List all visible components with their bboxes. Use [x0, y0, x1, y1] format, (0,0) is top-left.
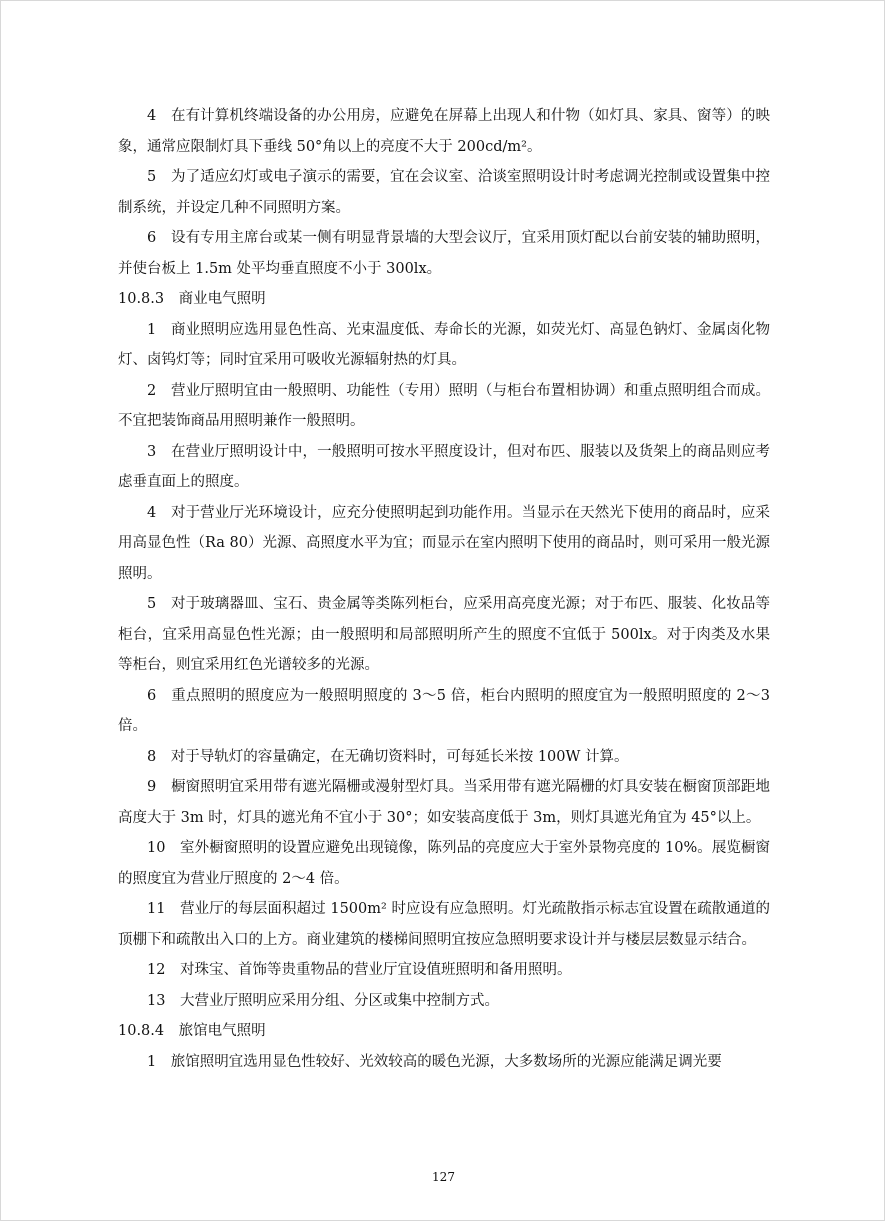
page-body — [118, 101, 770, 1077]
clause-10-8-3-item-13: 13 大营业厅照明应采用分组、分区或集中控制方式。 — [147, 992, 499, 1009]
clause-10-8-2-item-5: 5 为了适应幻灯或电子演示的需要，宜在会议室、洽谈室照明设计时考虑调光控制或设置集中控制系统，并设定几种不同照明方案。 — [118, 169, 770, 216]
page-number: 127 — [432, 1170, 455, 1184]
clause-10-8-3-item-8: 8 对于导轨灯的容量确定，在无确切资料时，可每延长米按 100W 计算。 — [147, 748, 629, 765]
clause-10-8-3-item-5: 5 对于玻璃器皿、宝石、贵金属等类陈列柜台，应采用高亮度光源；对于布匹、服装、化妆品等柜台，宜采用高显色性光源；由一般照明和局部照明所产生的照度不宜低于 500lx。对于肉类及水果等柜台，则宜采用红色光谱较多的光源。 — [118, 596, 770, 673]
section-heading-10-8-4: 10.8.4 旅馆电气照明 — [118, 1023, 266, 1039]
section-heading-10-8-3: 10.8.3 商业电气照明 — [118, 291, 266, 307]
clause-10-8-3-item-1: 1 商业照明应选用显色性高、光束温度低、寿命长的光源，如荧光灯、高显色钠灯、金属卤化物灯、卤钨灯等；同时宜采用可吸收光源辐射热的灯具。 — [118, 321, 770, 368]
clause-10-8-4-item-1: 1 旅馆照明宜选用显色性较好、光效较高的暖色光源，大多数场所的光源应能满足调光要 — [147, 1053, 722, 1070]
clause-10-8-3-item-6: 6 重点照明的照度应为一般照明照度的 3～5 倍，柜台内照明的照度宜为一般照明照度的 2～3 倍。 — [118, 687, 770, 734]
clause-10-8-2-item-4: 4 在有计算机终端设备的办公用房，应避免在屏幕上出现人和什物（如灯具、家具、窗等）的映象，通常应限制灯具下垂线 50°角以上的亮度不大于 200cd/m²。 — [118, 108, 770, 155]
clause-10-8-3-item-11: 11 营业厅的每层面积超过 1500m² 时应设有应急照明。灯光疏散指示标志宜设置在疏散通道的顶棚下和疏散出入口的上方。商业建筑的楼梯间照明宜按应急照明要求设计并与楼层层数显示结合。 — [118, 901, 770, 948]
clause-10-8-2-item-6: 6 设有专用主席台或某一侧有明显背景墙的大型会议厅，宜采用顶灯配以台前安装的辅助照明，并使台板上 1.5m 处平均垂直照度不小于 300lx。 — [118, 230, 770, 277]
clause-10-8-3-item-12: 12 对珠宝、首饰等贵重物品的营业厅宜设值班照明和备用照明。 — [147, 962, 572, 978]
clause-10-8-3-item-9: 9 橱窗照明宜采用带有遮光隔栅或漫射型灯具。当采用带有遮光隔栅的灯具安装在橱窗顶部距地高度大于 3m 时，灯具的遮光角不宜小于 30°；如安装高度低于 3m，则灯具遮光角宜为 45°以上。 — [118, 779, 770, 826]
clause-10-8-3-item-2: 2 营业厅照明宜由一般照明、功能性（专用）照明（与柜台布置相协调）和重点照明组合而成。不宜把装饰商品用照明兼作一般照明。 — [118, 382, 770, 429]
clause-10-8-3-item-3: 3 在营业厅照明设计中，一般照明可按水平照度设计，但对布匹、服装以及货架上的商品则应考虑垂直面上的照度。 — [118, 443, 770, 490]
clause-10-8-3-item-4: 4 对于营业厅光环境设计，应充分使照明起到功能作用。当显示在天然光下使用的商品时，应采用高显色性（Ra 80）光源、高照度水平为宜；而显示在室内照明下使用的商品时，则可采用一般光源照明。 — [118, 504, 770, 582]
clause-10-8-3-item-10: 10 室外橱窗照明的设置应避免出现镜像，陈列品的亮度应大于室外景物亮度的 10%。展览橱窗的照度宜为营业厅照度的 2～4 倍。 — [118, 840, 770, 887]
